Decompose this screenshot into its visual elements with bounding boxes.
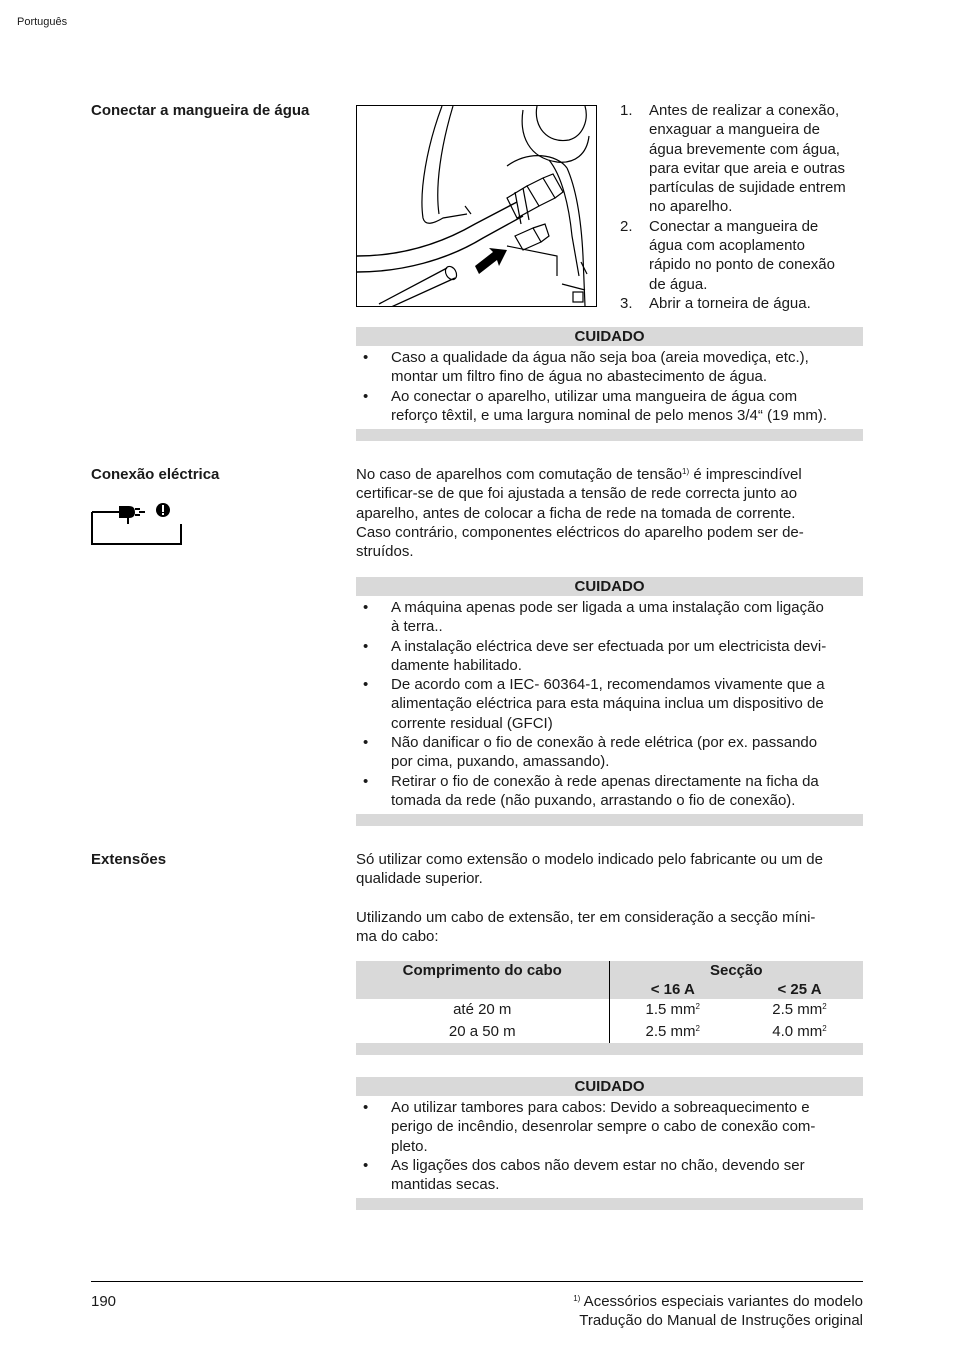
step-line: água com acoplamento bbox=[649, 237, 805, 255]
caution-item bbox=[356, 1156, 863, 1195]
caution-line: montar um filtro fino de água no abastecimento de água. bbox=[391, 368, 768, 386]
caution-line: • Ao utilizar tambores para cabos: Devido a sobreaquecimento e bbox=[391, 1099, 810, 1116]
caution-line: mantidas secas. bbox=[391, 1176, 500, 1194]
step-line: enxaguar a mangueira de bbox=[649, 121, 820, 139]
cell-length: até 20 m bbox=[356, 999, 609, 1021]
caution-list bbox=[356, 346, 863, 429]
caution-item bbox=[356, 348, 863, 387]
col-header-25a: < 25 A bbox=[736, 980, 863, 999]
caution-line: damente habilitado. bbox=[391, 656, 522, 674]
caution-line: tomada da rede (não puxando, arrastando o fio de conexão). bbox=[391, 791, 796, 809]
col-header-length: Comprimento do cabo bbox=[356, 961, 609, 980]
caution-item bbox=[356, 637, 863, 676]
caution-line: • As ligações dos cabos não devem estar no chão, devendo ser bbox=[391, 1156, 805, 1174]
cable-section-table bbox=[356, 961, 863, 1055]
caution-item bbox=[356, 387, 863, 426]
step-line: para evitar que areia e outras bbox=[649, 159, 845, 177]
step-line: Antes de realizar a conexão, bbox=[649, 102, 840, 119]
paragraph-line: qualidade superior. bbox=[356, 870, 483, 888]
paragraph-line: No caso de aparelhos com comutação de tensão$^{1)}$ é imprescindível bbox=[356, 466, 802, 483]
table-row bbox=[356, 999, 863, 1021]
extensions-paragraph-2 bbox=[356, 908, 863, 947]
caution-line: por cima, puxando, amassando). bbox=[391, 753, 610, 771]
footnote-ref: 1) bbox=[682, 467, 690, 476]
cell-length: 20 a 50 m bbox=[356, 1021, 609, 1043]
caution-list bbox=[356, 1096, 863, 1198]
caution-title: CUIDADO bbox=[356, 327, 863, 346]
caution-item bbox=[356, 675, 863, 733]
col-header-blank bbox=[356, 980, 609, 999]
caution-box-electrical bbox=[356, 577, 863, 826]
caution-title: CUIDADO bbox=[356, 577, 863, 596]
col-header-16a: < 16 A bbox=[609, 980, 736, 999]
caution-item bbox=[356, 772, 863, 811]
page-number: 190 bbox=[91, 1293, 117, 1310]
paragraph-line: struídos. bbox=[356, 543, 414, 561]
caution-item bbox=[356, 733, 863, 772]
caution-box-water bbox=[356, 327, 863, 441]
translation-note: Tradução do Manual de Instruções original bbox=[579, 1312, 863, 1330]
cell-25a: 2.5 $mm^2$ bbox=[772, 1001, 827, 1018]
paragraph-line: certificar-se de que foi ajustada a tensão de rede correcta junto ao bbox=[356, 485, 798, 503]
step-item bbox=[620, 294, 870, 313]
caution-line: à terra.. bbox=[391, 618, 443, 636]
step-number: 1. bbox=[620, 102, 633, 119]
caution-line: • De acordo com a IEC- 60364-1, recomendamos vivamente que a bbox=[391, 676, 825, 694]
footer-notes bbox=[573, 1292, 863, 1331]
footer-divider bbox=[91, 1281, 863, 1282]
caution-line: pleto. bbox=[391, 1137, 428, 1155]
step-line: Abrir a torneira de água. bbox=[649, 294, 811, 312]
caution-item bbox=[356, 1098, 863, 1156]
caution-line: • Retirar o fio de conexão à rede apenas directamente na ficha da bbox=[391, 772, 819, 790]
paragraph-line: ma do cabo: bbox=[356, 928, 439, 946]
language-label: Português bbox=[17, 16, 68, 28]
cell-16a: 1.5 $mm^2$ bbox=[645, 1001, 700, 1018]
caution-line: • Não danificar o fio de conexão à rede elétrica (por ex. passando bbox=[391, 734, 818, 752]
plug-warning-icon bbox=[91, 500, 183, 546]
step-line: partículas de sujidade entrem bbox=[649, 179, 846, 197]
footnote: $^{1)}$ Acessórios especiais variantes do modelo bbox=[573, 1293, 863, 1310]
caution-list bbox=[356, 596, 863, 814]
section-title-extensions: Extensões bbox=[91, 851, 167, 868]
caution-line: • Caso a qualidade da água não seja boa (areia movediça, etc.), bbox=[391, 349, 809, 366]
caution-footer-bar bbox=[356, 814, 863, 826]
paragraph-line: Caso contrário, componentes eléctricos do aparelho podem ser de- bbox=[356, 523, 804, 541]
step-line: Conectar a mangueira de bbox=[649, 217, 819, 235]
caution-line: alimentação eléctrica para esta máquina inclua um dispositivo de bbox=[391, 695, 824, 713]
caution-line: • A máquina apenas pode ser ligada a uma instalação com ligação bbox=[391, 599, 824, 616]
section-title-water-hose: Conectar a mangueira de água bbox=[91, 102, 310, 119]
caution-footer-bar bbox=[356, 429, 863, 441]
step-item bbox=[620, 101, 870, 217]
caution-title: CUIDADO bbox=[356, 1077, 863, 1096]
step-number: 2. bbox=[620, 217, 633, 235]
hose-connection-drawing bbox=[357, 106, 597, 307]
paragraph-line: Só utilizar como extensão o modelo indicado pelo fabricante ou um de bbox=[356, 851, 823, 868]
caution-box-extensions bbox=[356, 1077, 863, 1210]
caution-line: corrente residual (GFCI) bbox=[391, 714, 553, 732]
step-line: no aparelho. bbox=[649, 198, 733, 216]
caution-line: • Ao conectar o aparelho, utilizar uma mangueira de água com bbox=[391, 387, 798, 405]
steps-list bbox=[620, 101, 870, 313]
col-header-section: Secção bbox=[609, 961, 863, 980]
caution-line: perigo de incêndio, desenrolar sempre o cabo de conexão com- bbox=[391, 1118, 816, 1136]
extensions-paragraph-1 bbox=[356, 850, 863, 889]
table-row bbox=[356, 1021, 863, 1043]
section-title-electrical: Conexão eléctrica bbox=[91, 466, 220, 483]
cell-16a: 2.5 $mm^2$ bbox=[645, 1023, 700, 1040]
step-line: água brevemente com água, bbox=[649, 140, 840, 158]
paragraph-line: Utilizando um cabo de extensão, ter em consideração a secção míni- bbox=[356, 909, 816, 926]
caution-footer-bar bbox=[356, 1198, 863, 1210]
step-number: 3. bbox=[620, 294, 633, 312]
hose-connection-illustration bbox=[356, 105, 597, 307]
table-footer-bar bbox=[356, 1043, 863, 1055]
caution-line: reforço têxtil, e uma largura nominal de pelo menos 3/4“ (19 mm). bbox=[391, 406, 828, 424]
step-line: de água. bbox=[649, 275, 708, 293]
caution-item bbox=[356, 598, 863, 637]
paragraph-line: aparelho, antes de colocar a ficha de rede na tomada de corrente. bbox=[356, 504, 796, 522]
cell-25a: 4.0 $mm^2$ bbox=[772, 1023, 827, 1040]
step-line: rápido no ponto de conexão bbox=[649, 256, 835, 274]
caution-line: • A instalação eléctrica deve ser efectuada por um electricista devi- bbox=[391, 637, 827, 655]
electrical-paragraph bbox=[356, 465, 863, 561]
step-item bbox=[620, 217, 870, 294]
